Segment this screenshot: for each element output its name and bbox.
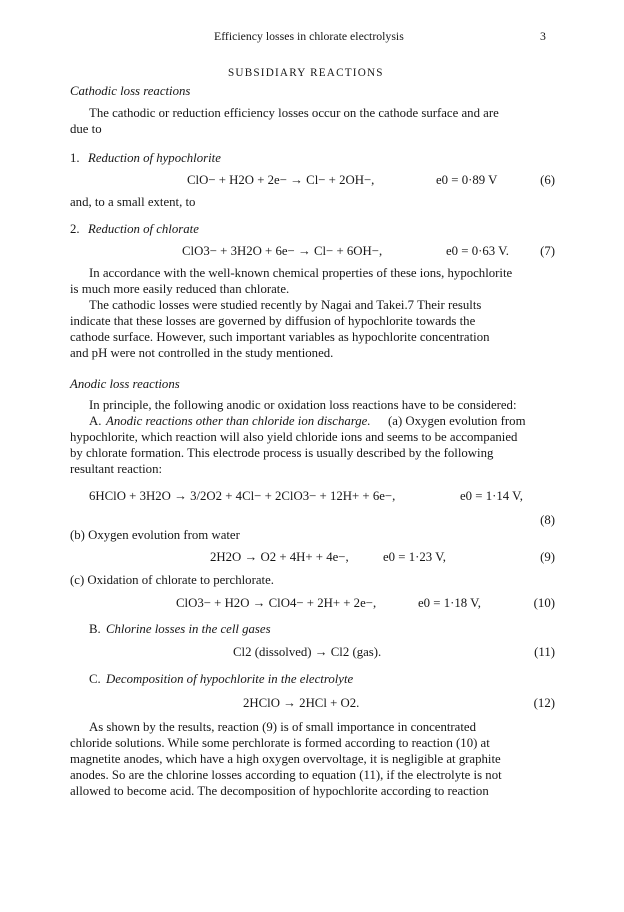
anodic-line-4: by chlorate formation. This electrode process is usually described by the following (70, 446, 494, 460)
para2-line-1: The cathodic losses were studied recently by Nagai and Takei.7 Their results (89, 298, 482, 312)
equation-9-potential: e0 = 1·23 V, (383, 550, 446, 564)
section-a-rest: (a) Oxygen evolution from (388, 414, 526, 428)
equation-8-potential: e0 = 1·14 V, (460, 489, 523, 503)
anodic-line-1: In principle, the following anodic or oxidation loss reactions have to be considered: (89, 398, 517, 412)
anodic-line-5: resultant reaction: (70, 462, 163, 476)
equation-9: 2H2O → O2 + 4H+ + 4e−, (210, 550, 349, 564)
section-b-title: Chlorine losses in the cell gases (106, 622, 271, 636)
equation-12-number: (12) (533, 696, 555, 710)
final-para-line-1: As shown by the results, reaction (9) is of small importance in concentrated (89, 720, 476, 734)
para2-line-3: cathode surface. However, such important variables as hypochlorite concentration (70, 330, 490, 344)
final-para-line-2: chloride solutions. While some perchlorate is formed according to reaction (10) at (70, 736, 490, 750)
equation-10-potential: e0 = 1·18 V, (418, 596, 481, 610)
cathodic-intro-line-2: due to (70, 122, 102, 136)
equation-7-number: (7) (540, 244, 555, 258)
para2-line-2: indicate that these losses are governed by diffusion of hypochlorite towards the (70, 314, 476, 328)
item-c-label: (c) Oxidation of chlorate to perchlorate. (70, 573, 274, 587)
final-para-line-3: magnetite anodes, which have a high oxygen overvoltage, it is negligible at graphite (70, 752, 501, 766)
equation-8-number: (8) (540, 513, 555, 527)
final-para-line-4: anodes. So are the chlorine losses according to equation (11), if the electrolyte is not (70, 768, 502, 782)
section-a-title: Anodic reactions other than chloride ion discharge. (106, 414, 371, 428)
between-text: and, to a small extent, to (70, 195, 196, 209)
section-a-label: A. (89, 414, 102, 428)
equation-10-number: (10) (533, 596, 555, 610)
item-1-number: 1. (70, 151, 80, 165)
para2-line-4: and pH were not controlled in the study mentioned. (70, 346, 334, 360)
equation-6-potential: e0 = 0·89 V (436, 173, 498, 187)
anodic-heading: Anodic loss reactions (70, 377, 180, 391)
section-b-label: B. (89, 622, 101, 636)
item-2-label: Reduction of chlorate (88, 222, 199, 236)
cathodic-intro-line-1: The cathodic or reduction efficiency losses occur on the cathode surface and are (89, 106, 499, 120)
item-1-label: Reduction of hypochlorite (88, 151, 221, 165)
para1-line-1: In accordance with the well-known chemical properties of these ions, hypochlorite (89, 266, 513, 280)
equation-10: ClO3− + H2O → ClO4− + 2H+ + 2e−, (176, 596, 377, 610)
equation-11-number: (11) (534, 645, 555, 659)
equation-7-potential: e0 = 0·63 V. (446, 244, 509, 258)
equation-11: Cl2 (dissolved) → Cl2 (gas). (233, 645, 382, 659)
section-c-label: C. (89, 672, 101, 686)
item-2-number: 2. (70, 222, 80, 236)
page-number: 3 (540, 29, 546, 43)
anodic-line-3: hypochlorite, which reaction will also yield chloride ions and seems to be accompanied (70, 430, 518, 444)
para1-line-2: is much more easily reduced than chlorate. (70, 282, 290, 296)
equation-8: 6HClO + 3H2O → 3/2O2 + 4Cl− + 2ClO3− + 12H+ + 6e−, (89, 489, 396, 503)
equation-12: 2HClO → 2HCl + O2. (243, 696, 360, 710)
item-b-label: (b) Oxygen evolution from water (70, 528, 240, 542)
final-para-line-5: allowed to become acid. The decomposition of hypochlorite according to reaction (70, 784, 489, 798)
equation-7: ClO3− + 3H2O + 6e− → Cl− + 6OH−, (182, 244, 383, 258)
section-c-title: Decomposition of hypochlorite in the electrolyte (106, 672, 354, 686)
cathodic-heading: Cathodic loss reactions (70, 84, 191, 98)
equation-6-number: (6) (540, 173, 555, 187)
running-header-title: Efficiency losses in chlorate electrolysis (214, 29, 404, 43)
section-title: SUBSIDIARY REACTIONS (228, 67, 384, 79)
equation-6: ClO− + H2O + 2e− → Cl− + 2OH−, (187, 173, 375, 187)
equation-9-number: (9) (540, 550, 555, 564)
